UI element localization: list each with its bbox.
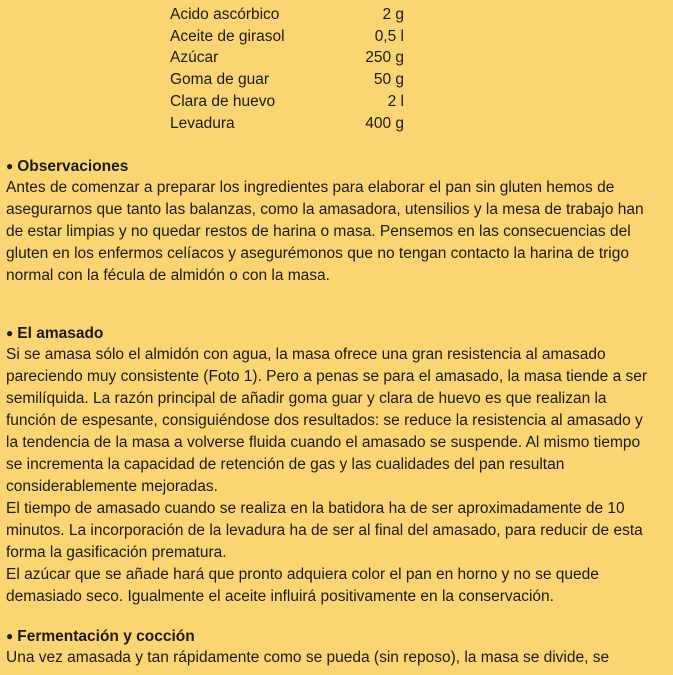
ingredient-name: Goma de guar [170, 71, 270, 88]
ingredient-quantity: 250 g [365, 49, 404, 66]
paragraph-line: semilíquida. La razón principal de añadir goma guar y clara de huevo es que realizan la [6, 390, 607, 407]
section-heading [6, 155, 670, 177]
ingredient-name: Aceite de girasol [170, 28, 285, 45]
ingredient-row [170, 26, 404, 48]
paragraph-line: El azúcar que se añade hará que pronto adquiera color el pan en horno y no se quede [6, 566, 599, 583]
paragraph-line: forma la gasificación prematura. [6, 544, 227, 561]
ingredient-quantity: 2 g [382, 6, 404, 23]
section-amasado [6, 322, 670, 608]
bullet-icon: ● [6, 159, 14, 173]
paragraph-line: minutos. La incorporación de la levadura ha de ser al final del amasado, para reducir de esta [6, 522, 643, 539]
ingredient-name: Levadura [170, 115, 235, 132]
paragraph-line: El tiempo de amasado cuando se realiza en la batidora ha de ser aproximadamente de 10 [6, 500, 625, 517]
section-observaciones [6, 155, 670, 287]
paragraph-line: demasiado seco. Igualmente el aceite influirá positivamente en la conservación. [6, 588, 554, 605]
paragraph-line: la tendencia de la masa a volverse fluida cuando el amasado se suspende. Al mismo tiempo [6, 434, 641, 451]
ingredient-row [170, 47, 404, 69]
paragraph-line: considerablemente mejoradas. [6, 478, 218, 495]
ingredient-quantity: 50 g [373, 71, 404, 88]
paragraph-line: se incrementa la capacidad de retención de gas y las cualidades del pan resultan [6, 456, 565, 473]
ingredient-name: Azúcar [170, 49, 219, 66]
paragraph-line: Si se amasa sólo el almidón con agua, la masa ofrece una gran resistencia al amasado [6, 346, 606, 363]
ingredient-quantity: 2 l [387, 93, 404, 110]
section-title: El amasado [17, 325, 104, 342]
ingredient-quantity: 400 g [365, 115, 404, 132]
paragraph-line: Antes de comenzar a preparar los ingredientes para elaborar el pan sin gluten hemos de [6, 179, 615, 196]
paragraph-line: función de espesante, consiguiéndose dos resultados: se reduce la resistencia al amasado y [6, 412, 643, 429]
ingredient-row [170, 69, 404, 91]
paragraph-line: pareciendo muy consistente (Foto 1). Pero a penas se para el amasado, la masa tiende a ser [6, 368, 648, 385]
ingredient-row [170, 113, 404, 135]
section-title: Observaciones [17, 158, 129, 175]
ingredient-quantity: 0,5 l [374, 28, 404, 45]
section-heading [6, 625, 670, 647]
paragraph-line: normal con la fécula de almidón o con la masa. [6, 267, 330, 284]
ingredient-name: Acido ascórbico [170, 6, 280, 23]
bullet-icon: ● [6, 629, 14, 643]
paragraph-line: asegurarnos que tanto las balanzas, como la amasadora, utensilios y la mesa de trabajo han [6, 201, 644, 218]
section-heading [6, 322, 670, 344]
section-fermentacion [6, 625, 670, 669]
ingredient-row [170, 4, 404, 26]
paragraph-line: gluten en los enfermos celíacos y asegurémonos que no tengan contacto la harina de trigo [6, 245, 629, 262]
section-title: Fermentación y cocción [17, 628, 195, 645]
bullet-icon: ● [6, 326, 14, 340]
ingredient-row [170, 91, 404, 113]
paragraph-line: Una vez amasada y tan rápidamente como se pueda (sin reposo), la masa se divide, se [6, 649, 610, 666]
ingredient-name: Clara de huevo [170, 93, 276, 110]
paragraph-line: de estar limpias y no quedar restos de harina o masa. Pensemos en las consecuencias del [6, 223, 631, 240]
